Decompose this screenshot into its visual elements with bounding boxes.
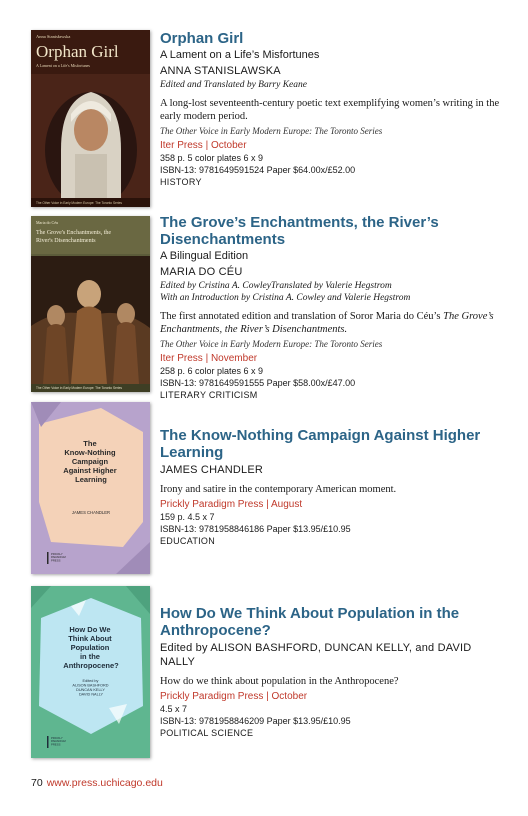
book-format: 358 p. 5 color plates 6 x 9: [160, 153, 264, 163]
book-publisher[interactable]: Prickly Paradigm Press: [160, 691, 264, 702]
cover-title: Orphan Girl: [36, 42, 119, 61]
book-author: MARIA DO CÉU: [160, 266, 243, 278]
book-publisher[interactable]: Prickly Paradigm Press: [160, 499, 264, 510]
book-info: [160, 214, 500, 401]
page-number: 70: [31, 777, 43, 789]
book-title[interactable]: Orphan Girl: [160, 30, 244, 47]
book-isbn: ISBN-13: 9781649591555 Paper $58.00x/£47.00: [160, 378, 356, 388]
book-author: Edited by ALISON BASHFORD, DUNCAN KELLY, and DAVID NALLY: [160, 642, 472, 668]
book-press-line: Iter Press | November: [160, 353, 258, 364]
book-press-line: Prickly Paradigm Press | August: [160, 499, 303, 510]
book-description: Irony and satire in the contemporary American moment.: [160, 484, 397, 495]
book-month: August: [270, 499, 303, 510]
cover-top-text: Anna Stanisławska: [36, 34, 71, 39]
book-description-title: The Grove’s Enchantments, the River’s Disenchantments.: [160, 311, 494, 335]
book-cover-orphan-girl[interactable]: [31, 30, 150, 207]
book-description: How do we think about population in the Anthropocene?: [160, 676, 399, 687]
book-description: The first annotated edition and translation of Soror Maria do Céu’s The Grove’s Enchantments, the River’s Disenchantments.: [160, 311, 494, 335]
book-info: [160, 605, 500, 739]
book-credit: Edited by Cristina A. CowleyTranslated by Valerie Hegstrom: [160, 281, 392, 291]
book-subject: POLITICAL SCIENCE: [160, 728, 254, 738]
book-cover-groves-enchantments[interactable]: [31, 216, 150, 392]
book-author: ANNA STANISLAWSKA: [160, 65, 281, 77]
book-entry-orphan-girl: [31, 30, 501, 210]
cover-title: How Do We Think About Population in the Anthropocene?: [63, 625, 119, 670]
book-series: The Other Voice in Early Modern Europe: The Toronto Series: [160, 126, 383, 136]
book-entry-population-anthropocene: [31, 586, 501, 766]
book-subject: HISTORY: [160, 177, 202, 187]
book-press-line: Iter Press | October: [160, 140, 247, 151]
book-isbn: ISBN-13: 9781649591524 Paper $64.00x/£52.00: [160, 165, 356, 175]
book-credit: Edited and Translated by Barry Keane: [160, 80, 307, 90]
cover-title: The Grove's Enchantments, the River's Disenchantments: [36, 230, 112, 244]
book-publisher[interactable]: Iter Press: [160, 353, 203, 364]
book-subject: EDUCATION: [160, 536, 216, 546]
book-title[interactable]: How Do We Think About Population in the Anthropocene?: [160, 605, 460, 639]
cover-authors: Edited by ALISON BASHFORD DUNCAN KELLY DAVID NALLY: [72, 679, 109, 697]
cover-subtitle: A Lament on a Life's Misfortunes: [36, 63, 90, 68]
publisher-logo-icon: [47, 736, 49, 748]
book-info: [160, 30, 500, 188]
cover-logo-text: PRICKLY PARADIGM PRESS: [51, 552, 66, 563]
book-month: October: [271, 691, 308, 702]
cover-author: JAMES CHANDLER: [71, 510, 111, 515]
book-description: A long-lost seventeenth-century poetic text exemplifying women’s writing in the early modern period.: [160, 98, 500, 122]
book-series: The Other Voice in Early Modern Europe: The Toronto Series: [160, 339, 383, 349]
footer-url-link[interactable]: www.press.uchicago.edu: [46, 777, 163, 789]
book-publisher[interactable]: Iter Press: [160, 140, 203, 151]
cover-top-text: Maria do Céu: [36, 220, 58, 225]
book-month: October: [210, 140, 247, 151]
cover-title: The Know-Nothing Campaign Against Higher Learning: [63, 439, 117, 484]
book-subtitle: A Lament on a Life’s Misfortunes: [160, 49, 320, 61]
book-author: JAMES CHANDLER: [160, 464, 264, 476]
book-title[interactable]: The Grove’s Enchantments, the River’s Disenchantments: [160, 214, 439, 248]
book-cover-know-nothing-campaign[interactable]: [31, 402, 150, 574]
book-credit-intro: With an Introduction by Cristina A. Cowley and Valerie Hegstrom: [160, 293, 411, 303]
publisher-logo-icon: [47, 552, 49, 564]
cover-bottom-text: The Other Voice in Early Modern Europe: The Toronto Series: [36, 386, 122, 390]
book-title[interactable]: The Know-Nothing Campaign Against Higher Learning: [160, 427, 481, 461]
cover-logo-text: PRICKLY PARADIGM PRESS: [51, 736, 66, 747]
book-cover-population-anthropocene[interactable]: [31, 586, 150, 758]
book-subtitle: A Bilingual Edition: [160, 250, 249, 262]
book-format: 159 p. 4.5 x 7: [160, 512, 215, 522]
book-subject: LITERARY CRITICISM: [160, 390, 258, 400]
book-format: 4.5 x 7: [160, 704, 188, 714]
book-press-line: Prickly Paradigm Press | October: [160, 691, 308, 702]
page-footer: [31, 777, 163, 789]
book-format: 258 p. 6 color plates 6 x 9: [160, 366, 264, 376]
book-isbn: ISBN-13: 9781958846186 Paper $13.95/£10.95: [160, 524, 351, 534]
book-info: [160, 427, 500, 547]
book-isbn: ISBN-13: 9781958846209 Paper $13.95/£10.95: [160, 716, 351, 726]
book-entry-groves-enchantments: [31, 214, 501, 399]
book-month: November: [210, 353, 258, 364]
cover-bottom-text: The Other Voice in Early Modern Europe: The Toronto Series: [36, 201, 122, 205]
book-entry-know-nothing-campaign: [31, 402, 501, 582]
